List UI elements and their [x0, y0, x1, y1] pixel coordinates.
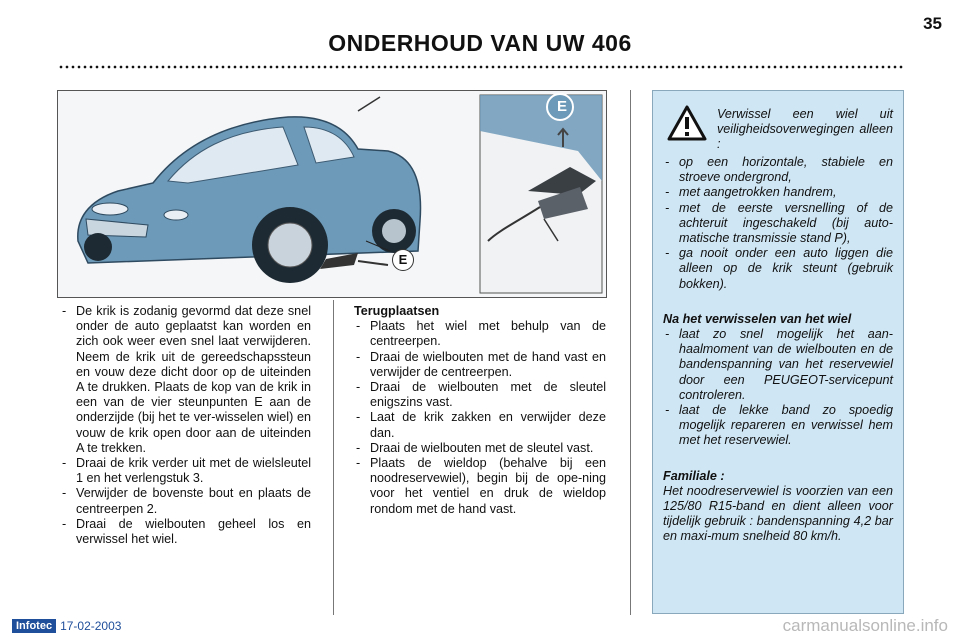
- section-heading-after-change: Na het verwisselen van het wiel: [663, 311, 852, 326]
- list-item: - met de eerste versnelling of de achteruit ingeschakeld (bij auto-matische transmissie stand P),: [663, 201, 893, 247]
- page-number: 35: [923, 14, 942, 33]
- footer: [12, 619, 121, 633]
- familiale-text: Het noodreservewiel is voorzien van een 125/80 R15-band en dient alleen voor tijdelijk gebruik : bandenspanning 4,2 bar en maxi-mum snelheid 80 km/h.: [663, 483, 893, 544]
- section-heading-familiale: Familiale :: [663, 468, 725, 483]
- warning-triangle-icon: [667, 105, 707, 141]
- list-item: - ga nooit onder een auto liggen die alleen op de krik steunt (gebruik bokken).: [663, 246, 893, 292]
- column-divider-1: [333, 300, 334, 615]
- list-item: - laat de lekke band zo spoedig mogelijk repareren en verwissel hem met het reservewiel.: [663, 403, 893, 449]
- list-item: - De krik is zodanig gevormd dat deze snel onder de auto geplaatst kan worden en zich ook weer even snel laat verwijderen. Neem de krik uit de gereedschapssteun en vouw deze dicht door op de uiteinden A te drukken. Plaats de kop van de krik in een van de vier steunpunten E aan de onderzijde (bij het te ver-wisselen wiel) en vouw de krik open door aan de uiteinden A te trekken.: [60, 304, 311, 456]
- list-item: - Draai de krik verder uit met de wielsleutel 1 en het verlengstuk 3.: [60, 456, 311, 486]
- infotec-logo: Infotec: [12, 619, 56, 633]
- instructions-column-1: [60, 304, 311, 547]
- list-item: - laat zo snel mogelijk het aan-haalmoment van de wielbouten en de bandenspanning van het reservewiel door een PEUGEOT-servicepunt controleren.: [663, 327, 893, 403]
- jack-illustration: [57, 90, 607, 298]
- list-item: - Draai de wielbouten geheel los en verwissel het wiel.: [60, 517, 311, 547]
- page-title: ONDERHOUD VAN UW 406: [328, 30, 632, 56]
- list-item: - Draai de wielbouten met de sleutel vast.: [354, 441, 606, 456]
- list-item: - Plaats de wieldop (behalve bij een noodreservewiel), begin bij de ope-ning voor het ventiel en druk de wieldop rondom met de hand vast.: [354, 456, 606, 517]
- warning-intro: Verwissel een wiel uit veiligheidsoverwegingen alleen :: [717, 107, 893, 152]
- figure-label-e-large: E: [556, 98, 567, 115]
- list-item: - met aangetrokken handrem,: [663, 185, 893, 200]
- figure-label-e-small: E: [392, 249, 414, 271]
- dotted-divider: [58, 65, 904, 69]
- safety-warning-panel: [652, 90, 904, 614]
- list-item: - Plaats het wiel met behulp van de centreerpen.: [354, 319, 606, 349]
- section-heading-terugplaatsen: Terugplaatsen: [354, 304, 440, 318]
- list-item: - Draai de wielbouten met de hand vast en verwijder de centreerpen.: [354, 350, 606, 380]
- instructions-column-2: [354, 304, 606, 517]
- list-item: - Laat de krik zakken en verwijder deze dan.: [354, 410, 606, 440]
- list-item: - Draai de wielbouten met de sleutel enigszins vast.: [354, 380, 606, 410]
- car-jack-drawing: [58, 91, 606, 297]
- footer-date: 17-02-2003: [60, 619, 122, 633]
- column-divider-2: [630, 90, 631, 615]
- list-item: - Verwijder de bovenste bout en plaats de centreerpen 2.: [60, 486, 311, 516]
- list-item: - op een horizontale, stabiele en stroeve ondergrond,: [663, 155, 893, 185]
- watermark: carmanualsonline.info: [782, 616, 948, 635]
